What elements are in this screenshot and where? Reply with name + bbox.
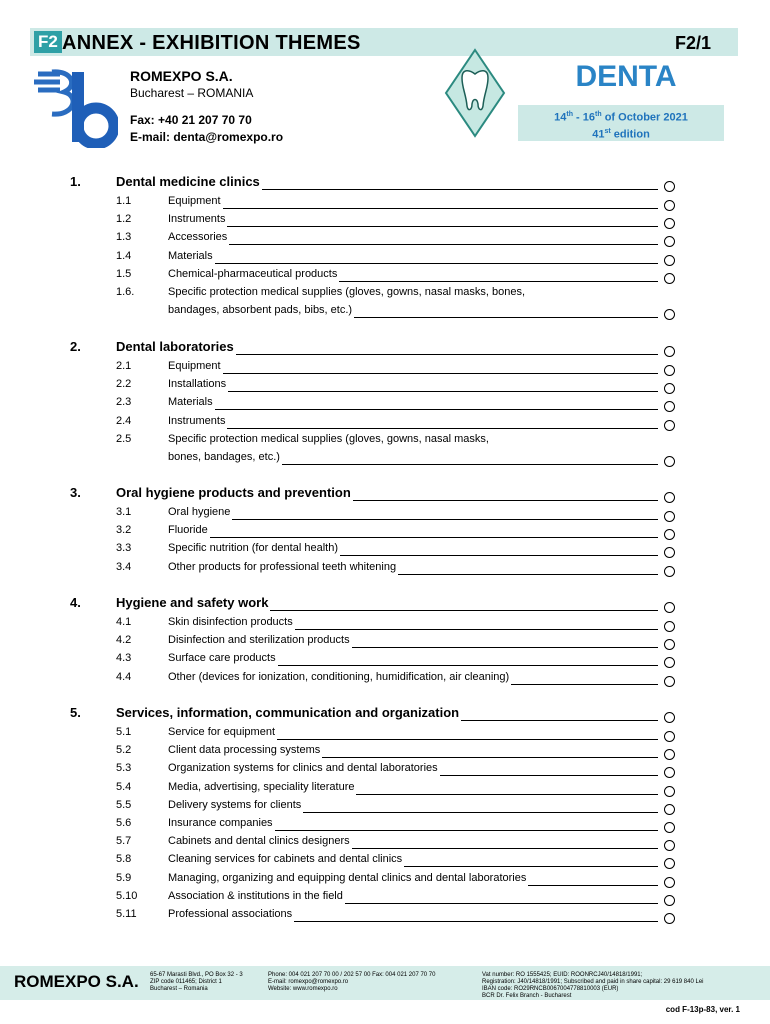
item-leader-line <box>278 665 658 666</box>
item-leader-line <box>275 830 658 831</box>
item-number: 5.9 <box>116 871 132 884</box>
item-label: Oral hygiene <box>168 506 231 518</box>
item-checkbox[interactable] <box>664 639 675 650</box>
item-checkbox[interactable] <box>664 383 675 394</box>
item-label-continued: bandages, absorbent pads, bibs, etc.) <box>168 304 353 317</box>
document-title: ANNEX - EXHIBITION THEMES <box>62 32 361 54</box>
item-checkbox[interactable] <box>664 767 675 778</box>
item-checkbox[interactable] <box>664 547 675 558</box>
item-number: 1.4 <box>116 249 132 262</box>
item-number: 5.1 <box>116 726 132 738</box>
item-number: 5.5 <box>116 798 132 811</box>
tooth-icon <box>444 48 506 138</box>
section-number: 5. <box>70 705 81 720</box>
item-label: Skin disinfection products <box>168 616 293 628</box>
company-city: Bucharest – ROMANIA <box>130 86 254 100</box>
item-checkbox[interactable] <box>664 822 675 833</box>
item-number: 5.3 <box>116 762 132 775</box>
item-label: Chemical-pharmaceutical products <box>168 267 338 280</box>
item-checkbox[interactable] <box>664 786 675 797</box>
item-checkbox[interactable] <box>664 309 675 320</box>
romexpo-logo <box>32 68 118 148</box>
item-label: Specific protection medical supplies (gloves, gowns, nasal masks, <box>168 432 489 445</box>
item-number: 2.1 <box>116 360 132 372</box>
item-checkbox[interactable] <box>664 218 675 229</box>
section-title: Dental medicine clinics <box>116 174 260 189</box>
item-label: Equipment <box>168 195 221 207</box>
item-label: Accessories <box>168 231 228 244</box>
company-fax: Fax: +40 21 207 70 70 <box>130 113 252 127</box>
item-leader-line <box>277 739 658 740</box>
item-number: 2.4 <box>116 414 132 427</box>
item-label: Installations <box>168 378 227 391</box>
item-leader-line <box>223 208 658 209</box>
item-label: Other (devices for ionization, conditioning, humidification, air cleaning) <box>168 670 510 683</box>
item-number: 3.4 <box>116 560 132 573</box>
section-leader-line <box>353 500 658 501</box>
item-label: Cleaning services for cabinets and dental clinics <box>168 853 403 866</box>
item-leader-line <box>354 317 658 318</box>
footer-address: 65-67 Marasti Blvd., PO Box 32 - 3 ZIP code 011465; District 1 Bucharest – Romania <box>150 972 243 992</box>
section-number: 1. <box>70 174 81 189</box>
item-leader-line <box>210 537 658 538</box>
company-email: E-mail: denta@romexpo.ro <box>130 130 284 144</box>
item-label: Managing, organizing and equipping dental clinics and dental laboratories <box>168 871 527 884</box>
item-leader-line <box>352 647 658 648</box>
item-leader-line <box>215 263 658 264</box>
company-name: ROMEXPO S.A. <box>130 68 233 84</box>
item-label: Materials <box>168 396 213 409</box>
item-checkbox[interactable] <box>664 731 675 742</box>
section-leader-line <box>262 189 658 190</box>
item-number: 4.1 <box>116 616 132 628</box>
item-checkbox[interactable] <box>664 255 675 266</box>
item-number: 2.5 <box>116 432 132 445</box>
item-checkbox[interactable] <box>664 236 675 247</box>
item-leader-line <box>215 409 658 410</box>
item-label: Association & institutions in the field <box>168 889 343 902</box>
section-leader-line <box>236 354 658 355</box>
item-number: 5.7 <box>116 835 132 848</box>
item-leader-line <box>303 812 658 813</box>
item-checkbox[interactable] <box>664 365 675 376</box>
item-checkbox[interactable] <box>664 877 675 888</box>
item-label: Cabinets and dental clinics designers <box>168 835 350 848</box>
item-checkbox[interactable] <box>664 913 675 924</box>
item-leader-line <box>223 373 658 374</box>
item-checkbox[interactable] <box>664 858 675 869</box>
item-leader-line <box>295 629 658 630</box>
item-label: Service for equipment <box>168 726 275 738</box>
item-checkbox[interactable] <box>664 895 675 906</box>
item-label: Instruments <box>168 414 226 427</box>
item-label: Client data processing systems <box>168 744 321 757</box>
item-checkbox[interactable] <box>664 420 675 431</box>
item-checkbox[interactable] <box>664 566 675 577</box>
item-checkbox[interactable] <box>664 840 675 851</box>
section-title: Oral hygiene products and prevention <box>116 485 351 500</box>
section-number: 3. <box>70 485 81 500</box>
section-checkbox[interactable] <box>664 346 675 357</box>
item-number: 2.3 <box>116 396 132 409</box>
item-checkbox[interactable] <box>664 401 675 412</box>
item-checkbox[interactable] <box>664 529 675 540</box>
page-code: F2/1 <box>674 33 712 53</box>
item-checkbox[interactable] <box>664 749 675 760</box>
item-label: Instruments <box>168 213 226 226</box>
item-leader-line <box>229 244 658 245</box>
item-label: Organization systems for clinics and dental laboratories <box>168 762 438 775</box>
item-label: Insurance companies <box>168 817 273 829</box>
item-label: Equipment <box>168 360 221 372</box>
item-leader-line <box>294 921 658 922</box>
item-leader-line <box>356 794 658 795</box>
item-number: 1.6. <box>116 286 135 298</box>
item-label-continued: bones, bandages, etc.) <box>168 451 280 463</box>
item-checkbox[interactable] <box>664 511 675 522</box>
item-number: 1.2 <box>116 213 132 226</box>
footer-brand: ROMEXPO S.A. <box>14 972 139 991</box>
item-leader-line <box>232 519 658 520</box>
item-number: 1.1 <box>116 195 132 207</box>
item-checkbox[interactable] <box>664 456 675 467</box>
section-number: 4. <box>70 595 81 610</box>
item-checkbox[interactable] <box>664 200 675 211</box>
item-label: Materials <box>168 249 213 262</box>
item-label: Delivery systems for clients <box>168 798 302 811</box>
item-number: 3.1 <box>116 506 132 518</box>
item-label: Surface care products <box>168 652 276 665</box>
section-checkbox[interactable] <box>664 602 675 613</box>
item-number: 5.10 <box>116 889 138 902</box>
item-number: 2.2 <box>116 378 132 391</box>
item-leader-line <box>528 885 658 886</box>
item-leader-line <box>227 428 658 429</box>
item-number: 1.5 <box>116 267 132 280</box>
item-number: 5.11 <box>116 908 137 920</box>
item-leader-line <box>228 391 658 392</box>
item-label: Professional associations <box>168 908 293 920</box>
item-number: 5.8 <box>116 853 132 866</box>
item-leader-line <box>398 574 658 575</box>
item-number: 4.2 <box>116 634 132 647</box>
item-checkbox[interactable] <box>664 273 675 284</box>
item-label: Media, advertising, speciality literature <box>168 780 355 793</box>
event-edition: 41st edition <box>592 127 650 141</box>
section-title: Services, information, communication and organization <box>116 705 460 720</box>
item-leader-line <box>404 866 658 867</box>
form-code: cod F-13p-83, ver. 1 <box>665 1005 740 1014</box>
item-leader-line <box>282 464 658 465</box>
footer-contact: Phone: 004 021 207 70 00 / 202 57 00 Fax: 004 021 207 70 70 E-mail: romexpo@romexpo.ro Website: www.romexpo.ro <box>268 972 436 992</box>
item-number: 4.3 <box>116 652 132 665</box>
item-leader-line <box>339 281 658 282</box>
item-label: Fluoride <box>168 524 208 537</box>
section-title: Dental laboratories <box>116 339 234 354</box>
item-label: Specific protection medical supplies (gloves, gowns, nasal masks, bones, <box>168 286 526 298</box>
item-leader-line <box>440 775 658 776</box>
footer-legal: Vat number: RO 1555425; EUID: ROONRCJ40/14818/1991; Registration: J40/14818/1991; Subscribed and paid in share capital: 29 619 840 Lei IBAN code: RO29RNCB0067004778810003 (EUR) BCR Dr. Felix Branch - Bucharest <box>482 972 704 999</box>
item-number: 1.3 <box>116 231 132 244</box>
item-checkbox[interactable] <box>664 657 675 668</box>
item-leader-line <box>322 757 658 758</box>
item-number: 4.4 <box>116 670 132 683</box>
section-title: Hygiene and safety work <box>116 595 269 610</box>
form-badge: F2 <box>34 31 62 53</box>
item-label: Disinfection and sterilization products <box>168 634 350 647</box>
item-number: 5.6 <box>116 817 132 829</box>
item-leader-line <box>340 555 658 556</box>
item-leader-line <box>227 226 658 227</box>
item-leader-line <box>511 684 658 685</box>
item-checkbox[interactable] <box>664 804 675 815</box>
item-label: Specific nutrition (for dental health) <box>168 542 338 555</box>
event-dates: 14th - 16th of October 2021 <box>554 111 688 124</box>
section-checkbox[interactable] <box>664 492 675 503</box>
item-number: 3.2 <box>116 524 132 537</box>
item-number: 5.2 <box>116 744 132 757</box>
section-number: 2. <box>70 339 81 354</box>
item-leader-line <box>345 903 658 904</box>
section-checkbox[interactable] <box>664 712 675 723</box>
event-name: DENTA <box>575 60 677 93</box>
item-number: 3.3 <box>116 542 132 555</box>
section-leader-line <box>270 610 658 611</box>
item-leader-line <box>352 848 658 849</box>
section-leader-line <box>461 720 658 721</box>
section-checkbox[interactable] <box>664 181 675 192</box>
item-label: Other products for professional teeth whitening <box>168 560 397 573</box>
event-date-box <box>518 105 724 141</box>
item-checkbox[interactable] <box>664 676 675 687</box>
item-number: 5.4 <box>116 780 132 793</box>
item-checkbox[interactable] <box>664 621 675 632</box>
